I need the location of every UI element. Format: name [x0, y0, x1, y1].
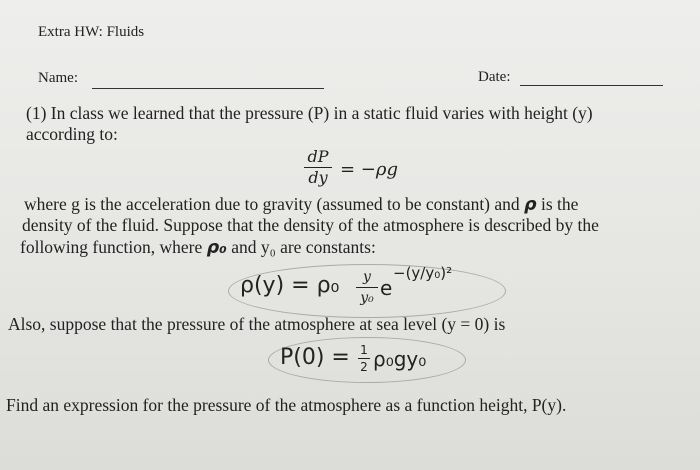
rho-symbol: ρ: [524, 195, 537, 215]
eq1-denominator: dy: [308, 168, 328, 187]
equation-3-fraction: [358, 343, 370, 374]
equation-1-fraction: [304, 148, 332, 187]
line-5-end: and y₀ are constants:: [231, 237, 376, 257]
problem-line-7: Find an expression for the pressure of the atmosphere as a function height, P(y).: [6, 395, 567, 415]
equation-2-lhs: ρ(y) = ρ₀: [240, 273, 340, 298]
eq3-numerator: 1: [360, 343, 368, 357]
eq2-denominator: y₀: [360, 290, 374, 306]
equation-2-exponent: −(y/y₀)²: [393, 264, 453, 282]
eq2-numerator: y: [363, 269, 371, 285]
line-5-text: following function, where: [20, 237, 203, 257]
line-3-text: where g is the acceleration due to gravity (assumed to be constant) and: [24, 194, 520, 214]
problem-line-5: [20, 237, 376, 258]
line-3-end: is the: [540, 194, 579, 214]
eq2-fraction-bar: [356, 287, 378, 288]
name-label: Name:: [38, 70, 78, 86]
worksheet-title: Extra HW: Fluids: [38, 24, 145, 40]
problem-line-3: [24, 194, 578, 215]
equation-3-lhs: P(0) =: [280, 345, 350, 370]
equation-3-rhs: ρ₀gy₀: [373, 347, 427, 371]
problem-line-2: according to:: [26, 124, 118, 144]
eq1-numerator: dP: [307, 147, 329, 166]
eq3-fraction-bar: [358, 358, 370, 359]
equation-1-rhs: = −ρg: [340, 159, 398, 180]
rho0-symbol: ρ₀: [206, 238, 227, 258]
date-blank-line: [520, 85, 663, 86]
problem-line-6: Also, suppose that the pressure of the atmosphere at sea level (y = 0) is: [8, 314, 506, 334]
problem-line-1: (1) In class we learned that the pressure (P) in a static fluid varies with height (y): [26, 103, 593, 123]
equation-2-fraction: [356, 268, 378, 307]
equation-2-exp-base: e: [380, 276, 393, 300]
name-blank-line: [92, 88, 324, 89]
eq3-denominator: 2: [360, 360, 368, 374]
date-label: Date:: [478, 69, 511, 85]
problem-line-4: density of the fluid. Suppose that the density of the atmosphere is described by the: [22, 215, 599, 235]
